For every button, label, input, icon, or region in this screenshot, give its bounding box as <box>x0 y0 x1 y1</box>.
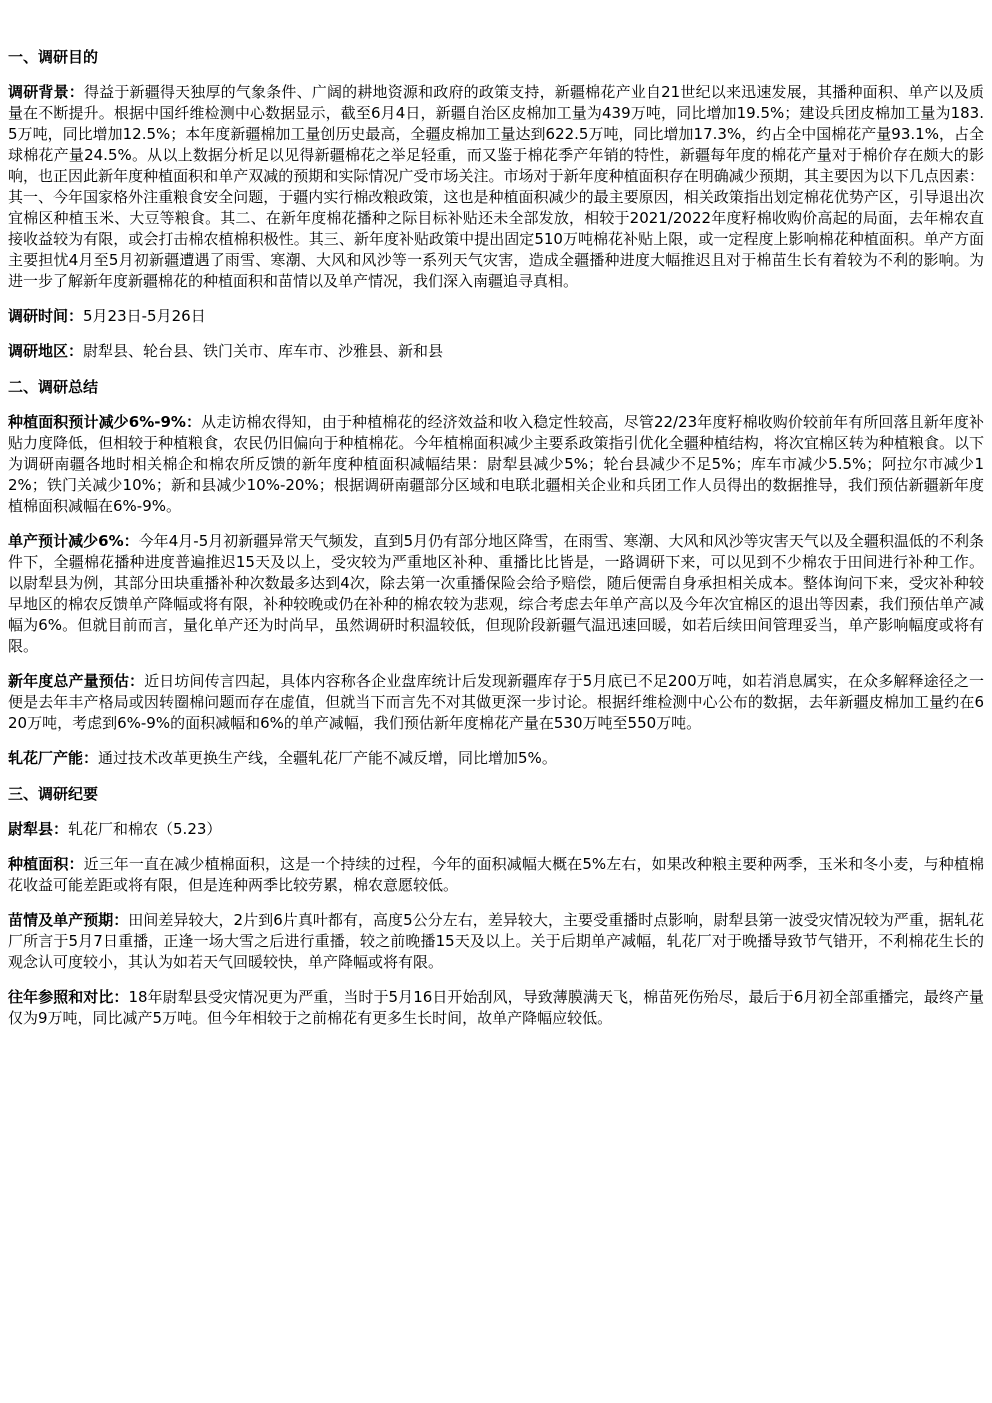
document-page <box>8 46 984 1043</box>
text-gin-capacity: 通过技术改革更换生产线，全疆轧花厂产能不减反增，同比增加5%。 <box>98 749 557 767</box>
label-research-background: 调研背景： <box>8 83 84 101</box>
paragraph-research-time <box>8 306 984 327</box>
label-research-time: 调研时间： <box>8 307 84 325</box>
text-research-time: 5月23日-5月26日 <box>83 307 206 325</box>
label-history-comparison: 往年参照和对比： <box>8 988 129 1006</box>
text-research-background: 得益于新疆得天独厚的气象条件、广阔的耕地资源和政府的政策支持，新疆棉花产业自21世纪以来迅速发展，其播种面积、单产以及质量在不断提升。根据中国纤维检测中心数据显示，截至6月4日，新疆自治区皮棉加工量为439万吨，同比增加19.5%；建设兵团皮棉加工量为183.5万吨，同比增加12.5%；本年度新疆棉加工量创历史最高，全疆皮棉加工量达到622.5万吨，同比增加17.3%，约占全中国棉花产量93.1%，占全球棉花产量24.5%。从以上数据分析足以见得新疆棉花之举足轻重，而又鉴于棉花季产年销的特性，新疆每年度的棉花产量对于棉价存在颇大的影响，也正因此新年度种植面积和单产双减的预期和实际情况广受市场关注。市场对于新年度种植面积存在明确减少预期，其主要因为以下几点因素：其一、今年国家格外注重粮食安全问题，于疆内实行棉改粮政策，这也是种植面积减少的最主要原因，相关政策指出划定棉花优势产区，引导退出次宜棉区种植玉米、大豆等粮食。其二、在新年度棉花播种之际目标补贴还未全部发放，相较于2021/2022年度籽棉收购价高起的局面，去年棉农直接收益较为有限，或会打击棉农植棉积极性。其三、新年度补贴政策中提出固定510万吨棉花补贴上限，或一定程度上影响棉花种植面积。单产方面主要担忧4月至5月初新疆遭遇了雨雪、寒潮、大风和风沙等一系列天气灾害，造成全疆播种进度大幅推迟且对于棉苗生长有着较为不利的影响。为进一步了解新年度新疆棉花的种植面积和苗情以及单产情况，我们深入南疆追寻真相。 <box>8 83 984 290</box>
paragraph-research-region <box>8 341 984 362</box>
label-total-output-forecast: 新年度总产量预估： <box>8 672 145 690</box>
paragraph-research-background <box>8 82 984 292</box>
label-gin-capacity: 轧花厂产能： <box>8 749 99 767</box>
text-planting-area-forecast: 从走访棉农得知，由于种植棉花的经济效益和收入稳定性较高，尽管22/23年度籽棉收购价较前年有所回落且新年度补贴力度降低，但相较于种植粮食，农民仍旧偏向于种植棉花。今年植棉面积减少主要系政策指引优化全疆种植结构，将次宜棉区转为种植粮食。以下为调研南疆各地时相关棉企和棉农所反馈的新年度种植面积减幅结果：尉犁县减少5%；轮台县减少不足5%；库车市减少5.5%；阿拉尔市减少12%；铁门关减少10%；新和县减少10%-20%；根据调研南疆部分区域和电联北疆相关企业和兵团工作人员得出的数据推导，我们预估新疆新年度植棉面积减幅在6%-9%。 <box>8 413 984 515</box>
paragraph-county <box>8 819 984 840</box>
paragraph-seedling-yield <box>8 910 984 973</box>
text-research-region: 尉犁县、轮台县、铁门关市、库车市、沙雅县、新和县 <box>83 342 444 360</box>
paragraph-total-output-forecast <box>8 671 984 734</box>
paragraph-county-planting-area <box>8 854 984 896</box>
label-county: 尉犁县： <box>8 820 69 838</box>
label-research-region: 调研地区： <box>8 342 84 360</box>
text-county-planting-area: 近三年一直在减少植棉面积，这是一个持续的过程，今年的面积减幅大概在5%左右，如果改种粮主要种两季，玉米和冬小麦，与种植棉花收益可能差距或将有限，但是连种两季比较劳累，棉农意愿较低。 <box>8 855 984 894</box>
paragraph-planting-area-forecast <box>8 412 984 517</box>
text-yield-forecast: 今年4月-5月初新疆异常天气频发，直到5月仍有部分地区降雪，在雨雪、寒潮、大风和风沙等灾害天气以及全疆积温低的不利条件下，全疆棉花播种进度普遍推迟15天及以上，受灾较为严重地区补种、重播比比皆是，一路调研下来，可以见到不少棉农于田间进行补种工作。以尉犁县为例，其部分田块重播补种次数最多达到4次，除去第一次重播保险会给予赔偿，随后便需自身承担相关成本。整体询问下来，受灾补种较早地区的棉农反馈单产降幅或将有限，补种较晚或仍在补种的棉农较为悲观，综合考虑去年单产高以及今年次宜棉区的退出等因素，我们预估单产减幅为6%。但就目前而言，量化单产还为时尚早，虽然调研时积温较低，但现阶段新疆气温迅速回暖，如若后续田间管理妥当，单产影响幅度或将有限。 <box>8 532 984 655</box>
paragraph-history-comparison <box>8 987 984 1029</box>
text-county: 轧花厂和棉农（5.23） <box>68 820 222 838</box>
section-heading-summary: 二、调研总结 <box>8 378 99 396</box>
label-planting-area-forecast: 种植面积预计减少6%-9%： <box>8 413 202 431</box>
label-yield-forecast: 单产预计减少6%： <box>8 532 139 550</box>
text-seedling-yield: 田间差异较大，2片到6片真叶都有，高度5公分左右，差异较大，主要受重播时点影响，尉犁县第一波受灾情况较为严重，据轧花厂所言于5月7日重播，正逢一场大雪之后进行重播，较之前晚播15天及以上。关于后期单产减幅，轧花厂对于晚播导致节气错开，不利棉花生长的观念认可度较小，其认为如若天气回暖较快，单产降幅或将有限。 <box>8 911 984 971</box>
section-heading-purpose: 一、调研目的 <box>8 48 99 66</box>
paragraph-yield-forecast <box>8 531 984 657</box>
text-total-output-forecast: 近日坊间传言四起，具体内容称各企业盘库统计后发现新疆库存于5月底已不足200万吨，如若消息属实，在众多解释途径之一便是去年丰产格局或因转圈棉问题而存在虚值，但就当下而言先不对其做更深一步讨论。根据纤维检测中心公布的数据，去年新疆皮棉加工量约在620万吨，考虑到6%-9%的面积减幅和6%的单产减幅，我们预估新年度棉花产量在530万吨至550万吨。 <box>8 672 984 732</box>
label-county-planting-area: 种植面积： <box>8 855 84 873</box>
text-history-comparison: 18年尉犁县受灾情况更为严重，当时于5月16日开始刮风，导致薄膜满天飞，棉苗死伤殆尽，最后于6月初全部重播完，最终产量仅为9万吨，同比减产5万吨。但今年相较于之前棉花有更多生长时间，故单产降幅应较低。 <box>8 988 984 1027</box>
label-seedling-yield: 苗情及单产预期： <box>8 911 129 929</box>
paragraph-gin-capacity <box>8 748 984 769</box>
section-heading-minutes: 三、调研纪要 <box>8 785 99 803</box>
